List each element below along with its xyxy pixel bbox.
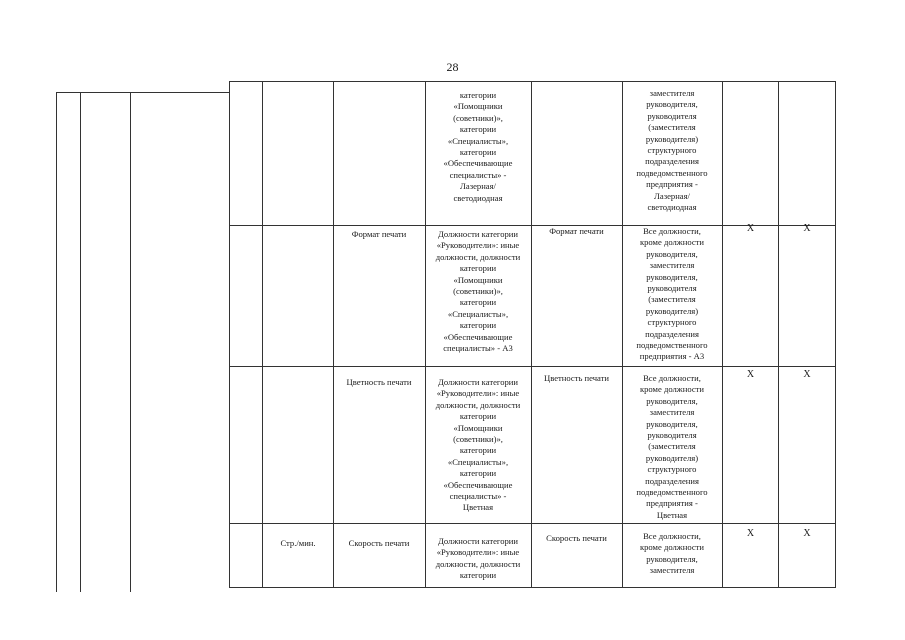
row-value: заместителя руководителя, руководителя (заместителя руководителя) структурного подразделения подведомственного предприятия - Лазерная/ светодиодная [636,88,708,213]
page-number: 28 [446,60,459,74]
column-divider [80,92,81,592]
column-divider [130,92,131,592]
row-description: Должности категории «Руководители»: иные должности, должности категории «Помощники (советники)», категории «Специалисты», категории «Обеспечивающие специалисты» - А3 [435,229,521,354]
row-description: Должности категории «Руководители»: иные должности, должности категории [435,536,521,581]
row-value: Все должности, кроме должности руководителя, заместителя руководителя, руководителя (заместителя руководителя) структурного подразделения подведомственного предприятия - А3 [636,226,708,362]
row-characteristic: Формат печати [351,229,407,239]
column-divider [229,81,230,588]
row-mark: X [803,528,811,539]
row-value: Все должности, кроме должности руководителя, заместителя [639,531,705,576]
row-mark: X [746,369,755,380]
row-characteristic: Скорость печати [348,538,410,548]
row-mark: X [803,369,811,380]
row-divider [229,366,836,367]
column-divider [778,81,779,588]
column-divider [333,81,334,588]
table-border-bottom [229,587,836,588]
row-mark: X [803,223,811,234]
row-mark: X [746,528,755,539]
table-border-top [229,81,836,82]
row-description: категории «Помощники (советники)», категории «Специалисты», категории «Обеспечивающие специалисты» - Лазерная/ светодиодная [443,90,513,203]
row-mark: X [746,223,755,234]
column-divider [262,81,263,588]
row-description: Должности категории «Руководители»: иные должности, должности категории «Помощники (советники)», категории «Специалисты», категории «Обеспечивающие специалисты» - Цветная [435,377,521,513]
row-divider [229,523,836,524]
table-border-left [56,92,57,592]
column-divider [722,81,723,588]
row-value: Все должности, кроме должности руководителя, заместителя руководителя, руководителя (заместителя руководителя) структурного подразделения подведомственного предприятия - Цветная [636,373,708,520]
column-divider [531,81,532,588]
table-border-top [56,92,230,93]
row-characteristic-2: Скорость печати [546,533,607,543]
row-unit: Стр./мин. [280,538,316,548]
row-characteristic-2: Формат печати [549,226,604,236]
row-characteristic: Цветность печати [346,377,412,387]
row-characteristic-2: Цветность печати [544,373,609,383]
table-border-right [835,81,836,588]
